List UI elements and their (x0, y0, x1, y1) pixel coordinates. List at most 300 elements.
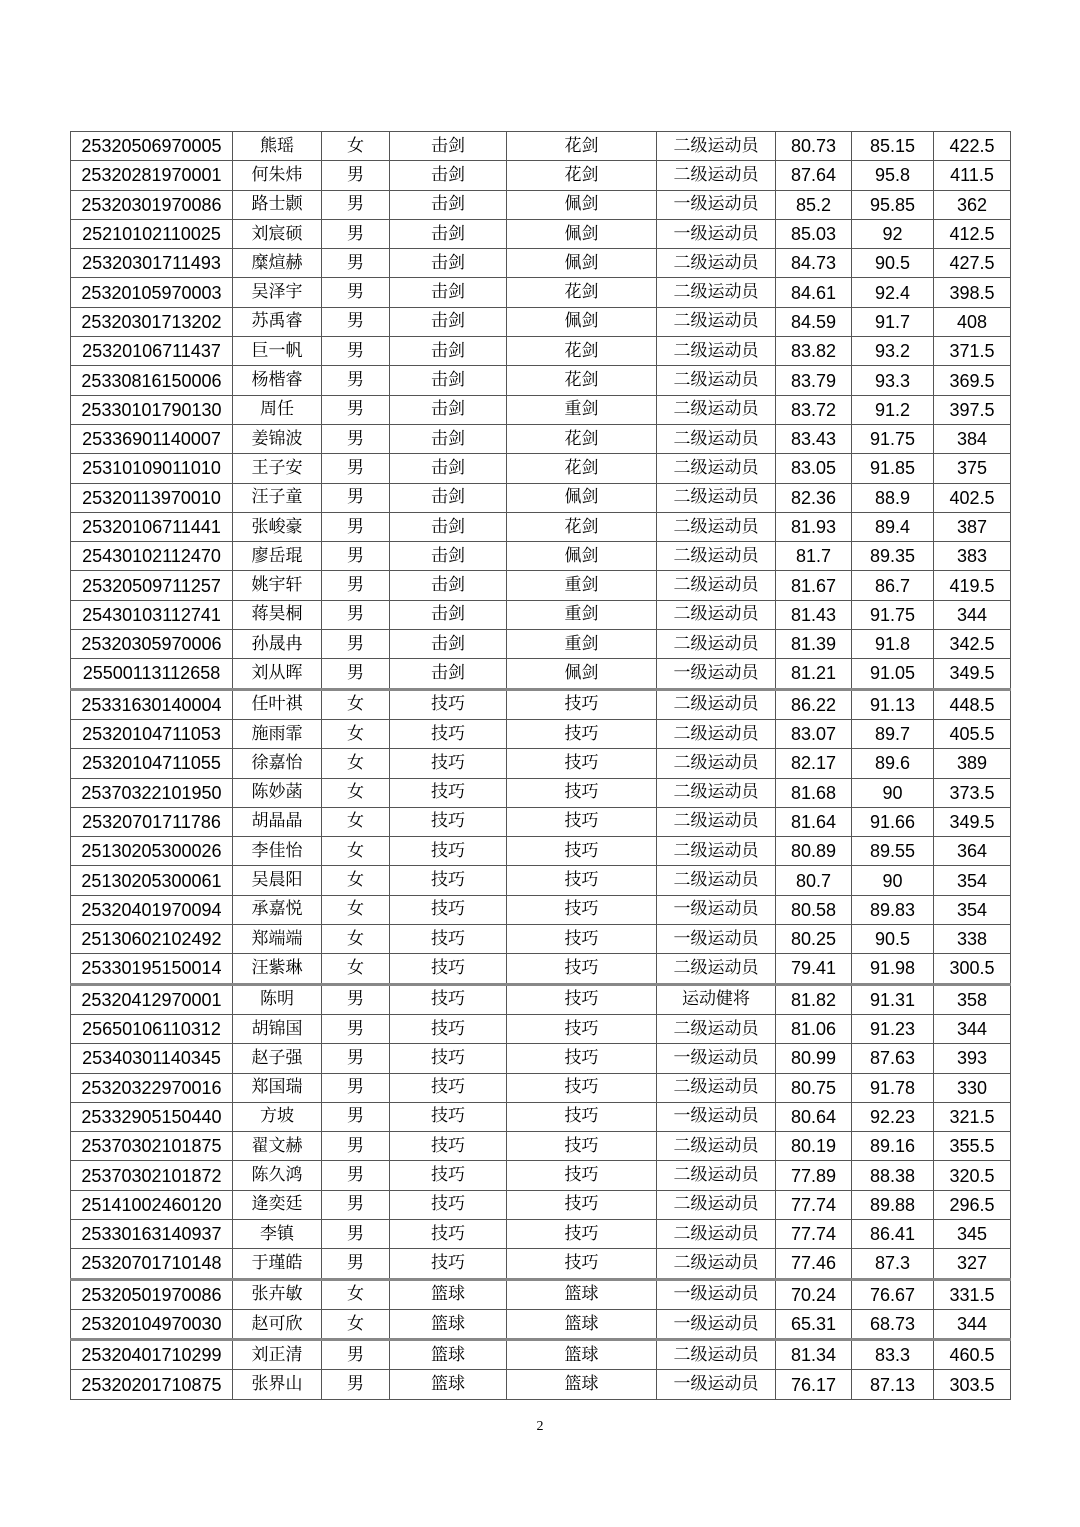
table-row (71, 132, 1011, 161)
event-cell: 花剑 (507, 512, 657, 541)
table-row (71, 161, 1011, 190)
score-2-cell: 91.05 (852, 659, 934, 689)
table-row (71, 954, 1011, 984)
candidate-id-cell: 25330816150006 (71, 366, 233, 395)
name-cell: 巨一帆 (233, 337, 322, 366)
table-row (71, 1340, 1011, 1370)
name-cell: 蒋昊桐 (233, 600, 322, 629)
candidate-id-cell: 25141002460120 (71, 1190, 233, 1219)
score-3-cell: 371.5 (934, 337, 1011, 366)
score-1-cell: 81.93 (776, 512, 852, 541)
candidate-id-cell: 25320401970094 (71, 895, 233, 924)
score-1-cell: 77.46 (776, 1249, 852, 1279)
table-row (71, 807, 1011, 836)
event-cell: 花剑 (507, 132, 657, 161)
candidate-id-cell: 25430103112741 (71, 600, 233, 629)
name-cell: 逄奕廷 (233, 1190, 322, 1219)
sport-cell: 技巧 (390, 778, 507, 807)
sport-cell: 技巧 (390, 1249, 507, 1279)
gender-cell: 女 (322, 689, 390, 719)
score-2-cell: 91.7 (852, 307, 934, 336)
sport-cell: 击剑 (390, 542, 507, 571)
name-cell: 施雨霏 (233, 719, 322, 748)
table-row (71, 307, 1011, 336)
athlete-level-cell: 一级运动员 (657, 925, 776, 954)
event-cell: 花剑 (507, 424, 657, 453)
athlete-level-cell: 一级运动员 (657, 895, 776, 924)
name-cell: 汪紫琳 (233, 954, 322, 984)
athlete-level-cell: 二级运动员 (657, 512, 776, 541)
score-3-cell: 393 (934, 1044, 1011, 1073)
table-row (71, 249, 1011, 278)
score-2-cell: 91.85 (852, 454, 934, 483)
gender-cell: 男 (322, 984, 390, 1014)
athlete-level-cell: 二级运动员 (657, 1340, 776, 1370)
score-1-cell: 83.82 (776, 337, 852, 366)
candidate-id-cell: 25330101790130 (71, 395, 233, 424)
event-cell: 重剑 (507, 571, 657, 600)
score-3-cell: 408 (934, 307, 1011, 336)
name-cell: 陈久鸿 (233, 1161, 322, 1190)
score-2-cell: 91.78 (852, 1073, 934, 1102)
athlete-level-cell: 二级运动员 (657, 337, 776, 366)
score-1-cell: 82.17 (776, 749, 852, 778)
score-3-cell: 358 (934, 984, 1011, 1014)
candidate-id-cell: 25320281970001 (71, 161, 233, 190)
gender-cell: 男 (322, 424, 390, 453)
score-3-cell: 448.5 (934, 689, 1011, 719)
sport-cell: 击剑 (390, 132, 507, 161)
score-1-cell: 87.64 (776, 161, 852, 190)
candidate-id-cell: 25130602102492 (71, 925, 233, 954)
gender-cell: 女 (322, 837, 390, 866)
score-1-cell: 85.03 (776, 219, 852, 248)
candidate-id-cell: 25320301970086 (71, 190, 233, 219)
name-cell: 姜锦波 (233, 424, 322, 453)
score-3-cell: 383 (934, 542, 1011, 571)
score-3-cell: 303.5 (934, 1370, 1011, 1399)
sport-cell: 击剑 (390, 424, 507, 453)
athlete-level-cell: 二级运动员 (657, 1219, 776, 1248)
score-1-cell: 83.79 (776, 366, 852, 395)
score-2-cell: 90 (852, 778, 934, 807)
candidate-id-cell: 25320322970016 (71, 1073, 233, 1102)
score-1-cell: 84.73 (776, 249, 852, 278)
athlete-level-cell: 二级运动员 (657, 1132, 776, 1161)
score-1-cell: 80.73 (776, 132, 852, 161)
event-cell: 技巧 (507, 1014, 657, 1043)
name-cell: 郑国瑞 (233, 1073, 322, 1102)
score-2-cell: 91.13 (852, 689, 934, 719)
candidate-id-cell: 25332905150440 (71, 1102, 233, 1131)
candidate-id-cell: 25130205300026 (71, 837, 233, 866)
score-3-cell: 384 (934, 424, 1011, 453)
event-cell: 技巧 (507, 1190, 657, 1219)
name-cell: 张峻豪 (233, 512, 322, 541)
table-row (71, 895, 1011, 924)
name-cell: 刘从晖 (233, 659, 322, 689)
sport-cell: 技巧 (390, 837, 507, 866)
candidate-id-cell: 25331630140004 (71, 689, 233, 719)
score-3-cell: 397.5 (934, 395, 1011, 424)
table-row (71, 749, 1011, 778)
gender-cell: 男 (322, 454, 390, 483)
candidate-id-cell: 25320701711786 (71, 807, 233, 836)
sport-cell: 击剑 (390, 190, 507, 219)
event-cell: 技巧 (507, 778, 657, 807)
event-cell: 重剑 (507, 600, 657, 629)
sport-cell: 技巧 (390, 1073, 507, 1102)
gender-cell: 男 (322, 1014, 390, 1043)
athlete-level-cell: 二级运动员 (657, 161, 776, 190)
event-cell: 篮球 (507, 1370, 657, 1399)
event-cell: 佩剑 (507, 307, 657, 336)
score-1-cell: 81.68 (776, 778, 852, 807)
candidate-id-cell: 25310109011010 (71, 454, 233, 483)
sport-cell: 篮球 (390, 1279, 507, 1309)
candidate-id-cell: 25320113970010 (71, 483, 233, 512)
sport-cell: 击剑 (390, 571, 507, 600)
table-row (71, 1190, 1011, 1219)
score-1-cell: 81.67 (776, 571, 852, 600)
table-row (71, 984, 1011, 1014)
sport-cell: 技巧 (390, 954, 507, 984)
athlete-level-cell: 二级运动员 (657, 1249, 776, 1279)
sport-cell: 技巧 (390, 1161, 507, 1190)
name-cell: 陈妙菡 (233, 778, 322, 807)
athlete-level-cell: 二级运动员 (657, 278, 776, 307)
score-3-cell: 460.5 (934, 1340, 1011, 1370)
table-row (71, 866, 1011, 895)
score-2-cell: 95.8 (852, 161, 934, 190)
gender-cell: 女 (322, 895, 390, 924)
sport-cell: 击剑 (390, 659, 507, 689)
athlete-level-cell: 二级运动员 (657, 689, 776, 719)
table-row (71, 1014, 1011, 1043)
athlete-level-cell: 一级运动员 (657, 659, 776, 689)
athlete-level-cell: 二级运动员 (657, 807, 776, 836)
score-3-cell: 344 (934, 600, 1011, 629)
sport-cell: 技巧 (390, 719, 507, 748)
score-2-cell: 90 (852, 866, 934, 895)
name-cell: 熊瑶 (233, 132, 322, 161)
name-cell: 胡晶晶 (233, 807, 322, 836)
athlete-level-cell: 二级运动员 (657, 454, 776, 483)
score-2-cell: 87.13 (852, 1370, 934, 1399)
event-cell: 佩剑 (507, 659, 657, 689)
sport-cell: 篮球 (390, 1340, 507, 1370)
gender-cell: 男 (322, 483, 390, 512)
gender-cell: 男 (322, 219, 390, 248)
event-cell: 技巧 (507, 1044, 657, 1073)
event-cell: 佩剑 (507, 249, 657, 278)
sport-cell: 击剑 (390, 219, 507, 248)
page-number: 2 (536, 1419, 544, 1434)
table-row (71, 483, 1011, 512)
score-1-cell: 80.58 (776, 895, 852, 924)
score-1-cell: 80.64 (776, 1102, 852, 1131)
name-cell: 赵子强 (233, 1044, 322, 1073)
sport-cell: 技巧 (390, 925, 507, 954)
score-2-cell: 89.16 (852, 1132, 934, 1161)
score-2-cell: 91.66 (852, 807, 934, 836)
table-row (71, 1219, 1011, 1248)
candidate-id-cell: 25650106110312 (71, 1014, 233, 1043)
athlete-level-cell: 二级运动员 (657, 749, 776, 778)
athlete-level-cell: 二级运动员 (657, 249, 776, 278)
event-cell: 技巧 (507, 895, 657, 924)
athlete-level-cell: 二级运动员 (657, 395, 776, 424)
athlete-level-cell: 二级运动员 (657, 630, 776, 659)
event-cell: 技巧 (507, 689, 657, 719)
gender-cell: 男 (322, 249, 390, 278)
gender-cell: 男 (322, 1190, 390, 1219)
sport-cell: 击剑 (390, 366, 507, 395)
name-cell: 张卉敏 (233, 1279, 322, 1309)
gender-cell: 男 (322, 1132, 390, 1161)
athlete-level-cell: 二级运动员 (657, 1073, 776, 1102)
event-cell: 花剑 (507, 161, 657, 190)
table-row (71, 454, 1011, 483)
athlete-level-cell: 一级运动员 (657, 1279, 776, 1309)
athlete-level-cell: 一级运动员 (657, 190, 776, 219)
gender-cell: 男 (322, 1102, 390, 1131)
table-row (71, 1132, 1011, 1161)
score-3-cell: 402.5 (934, 483, 1011, 512)
candidate-id-cell: 25320701710148 (71, 1249, 233, 1279)
name-cell: 何朱炜 (233, 161, 322, 190)
event-cell: 技巧 (507, 984, 657, 1014)
table-row (71, 689, 1011, 719)
event-cell: 技巧 (507, 749, 657, 778)
table-row (71, 395, 1011, 424)
athlete-level-cell: 二级运动员 (657, 1014, 776, 1043)
gender-cell: 女 (322, 807, 390, 836)
name-cell: 王子安 (233, 454, 322, 483)
candidate-id-cell: 25210102110025 (71, 219, 233, 248)
gender-cell: 男 (322, 307, 390, 336)
event-cell: 佩剑 (507, 190, 657, 219)
athlete-level-cell: 二级运动员 (657, 600, 776, 629)
candidate-id-cell: 25320305970006 (71, 630, 233, 659)
candidate-id-cell: 25336901140007 (71, 424, 233, 453)
score-2-cell: 92.4 (852, 278, 934, 307)
athlete-level-cell: 一级运动员 (657, 219, 776, 248)
event-cell: 技巧 (507, 866, 657, 895)
table-row (71, 925, 1011, 954)
gender-cell: 男 (322, 190, 390, 219)
candidate-id-cell: 25320501970086 (71, 1279, 233, 1309)
event-cell: 重剑 (507, 395, 657, 424)
name-cell: 糜煊赫 (233, 249, 322, 278)
sport-cell: 击剑 (390, 161, 507, 190)
score-3-cell: 320.5 (934, 1161, 1011, 1190)
score-1-cell: 86.22 (776, 689, 852, 719)
score-2-cell: 92 (852, 219, 934, 248)
score-3-cell: 362 (934, 190, 1011, 219)
event-cell: 佩剑 (507, 483, 657, 512)
name-cell: 徐嘉怡 (233, 749, 322, 778)
name-cell: 承嘉悦 (233, 895, 322, 924)
score-1-cell: 81.7 (776, 542, 852, 571)
event-cell: 花剑 (507, 337, 657, 366)
score-3-cell: 330 (934, 1073, 1011, 1102)
gender-cell: 男 (322, 1249, 390, 1279)
gender-cell: 女 (322, 1279, 390, 1309)
event-cell: 重剑 (507, 630, 657, 659)
gender-cell: 男 (322, 630, 390, 659)
event-cell: 技巧 (507, 807, 657, 836)
gender-cell: 男 (322, 395, 390, 424)
table-row (71, 1044, 1011, 1073)
event-cell: 篮球 (507, 1340, 657, 1370)
table-row (71, 1102, 1011, 1131)
candidate-id-cell: 25130205300061 (71, 866, 233, 895)
candidate-id-cell: 25320509711257 (71, 571, 233, 600)
gender-cell: 男 (322, 161, 390, 190)
name-cell: 杨楷睿 (233, 366, 322, 395)
score-1-cell: 82.36 (776, 483, 852, 512)
score-3-cell: 321.5 (934, 1102, 1011, 1131)
score-2-cell: 88.9 (852, 483, 934, 512)
table-row (71, 1309, 1011, 1339)
score-2-cell: 89.4 (852, 512, 934, 541)
athlete-level-cell: 二级运动员 (657, 307, 776, 336)
event-cell: 技巧 (507, 1219, 657, 1248)
table-row (71, 659, 1011, 689)
score-2-cell: 95.85 (852, 190, 934, 219)
candidate-id-cell: 25320105970003 (71, 278, 233, 307)
gender-cell: 女 (322, 954, 390, 984)
candidate-id-cell: 25370302101875 (71, 1132, 233, 1161)
sport-cell: 篮球 (390, 1309, 507, 1339)
score-1-cell: 81.64 (776, 807, 852, 836)
score-2-cell: 87.63 (852, 1044, 934, 1073)
score-2-cell: 91.75 (852, 600, 934, 629)
candidate-id-cell: 25320301713202 (71, 307, 233, 336)
name-cell: 翟文赫 (233, 1132, 322, 1161)
candidate-id-cell: 25340301140345 (71, 1044, 233, 1073)
score-2-cell: 93.2 (852, 337, 934, 366)
score-1-cell: 80.19 (776, 1132, 852, 1161)
gender-cell: 女 (322, 719, 390, 748)
athlete-level-cell: 二级运动员 (657, 954, 776, 984)
sport-cell: 技巧 (390, 984, 507, 1014)
candidate-id-cell: 25370302101872 (71, 1161, 233, 1190)
score-1-cell: 81.39 (776, 630, 852, 659)
score-3-cell: 373.5 (934, 778, 1011, 807)
score-1-cell: 81.82 (776, 984, 852, 1014)
event-cell: 技巧 (507, 719, 657, 748)
name-cell: 路士颢 (233, 190, 322, 219)
table-row (71, 1279, 1011, 1309)
gender-cell: 女 (322, 749, 390, 778)
score-3-cell: 296.5 (934, 1190, 1011, 1219)
sport-cell: 击剑 (390, 483, 507, 512)
athlete-level-cell: 二级运动员 (657, 719, 776, 748)
sport-cell: 技巧 (390, 807, 507, 836)
score-1-cell: 77.74 (776, 1219, 852, 1248)
name-cell: 李佳怡 (233, 837, 322, 866)
score-1-cell: 80.25 (776, 925, 852, 954)
event-cell: 技巧 (507, 1102, 657, 1131)
athlete-level-cell: 一级运动员 (657, 1102, 776, 1131)
name-cell: 郑端端 (233, 925, 322, 954)
table-row (71, 1370, 1011, 1399)
candidate-id-cell: 25320104711053 (71, 719, 233, 748)
athlete-level-cell: 二级运动员 (657, 542, 776, 571)
sport-cell: 击剑 (390, 395, 507, 424)
athlete-level-cell: 一级运动员 (657, 1370, 776, 1399)
score-2-cell: 88.38 (852, 1161, 934, 1190)
sport-cell: 技巧 (390, 1190, 507, 1219)
sport-cell: 篮球 (390, 1370, 507, 1399)
candidate-id-cell: 25320104970030 (71, 1309, 233, 1339)
name-cell: 周任 (233, 395, 322, 424)
name-cell: 吴泽宇 (233, 278, 322, 307)
event-cell: 技巧 (507, 1073, 657, 1102)
sport-cell: 击剑 (390, 600, 507, 629)
name-cell: 汪子童 (233, 483, 322, 512)
score-2-cell: 89.55 (852, 837, 934, 866)
score-3-cell: 349.5 (934, 807, 1011, 836)
score-2-cell: 89.83 (852, 895, 934, 924)
gender-cell: 男 (322, 659, 390, 689)
name-cell: 姚宇轩 (233, 571, 322, 600)
event-cell: 技巧 (507, 837, 657, 866)
athlete-level-cell: 二级运动员 (657, 778, 776, 807)
score-3-cell: 369.5 (934, 366, 1011, 395)
score-3-cell: 344 (934, 1309, 1011, 1339)
name-cell: 廖岳琨 (233, 542, 322, 571)
score-2-cell: 86.7 (852, 571, 934, 600)
score-2-cell: 92.23 (852, 1102, 934, 1131)
score-2-cell: 91.75 (852, 424, 934, 453)
score-3-cell: 355.5 (934, 1132, 1011, 1161)
name-cell: 方坡 (233, 1102, 322, 1131)
candidate-id-cell: 25330163140937 (71, 1219, 233, 1248)
score-2-cell: 86.41 (852, 1219, 934, 1248)
sport-cell: 技巧 (390, 1014, 507, 1043)
score-3-cell: 354 (934, 866, 1011, 895)
sport-cell: 击剑 (390, 249, 507, 278)
table-row (71, 366, 1011, 395)
gender-cell: 男 (322, 542, 390, 571)
score-3-cell: 427.5 (934, 249, 1011, 278)
score-1-cell: 77.74 (776, 1190, 852, 1219)
sport-cell: 击剑 (390, 630, 507, 659)
event-cell: 技巧 (507, 1249, 657, 1279)
sport-cell: 击剑 (390, 278, 507, 307)
score-1-cell: 79.41 (776, 954, 852, 984)
athlete-level-cell: 一级运动员 (657, 1309, 776, 1339)
score-2-cell: 90.5 (852, 925, 934, 954)
table-row (71, 1249, 1011, 1279)
table-row (71, 424, 1011, 453)
table-row (71, 278, 1011, 307)
score-1-cell: 80.75 (776, 1073, 852, 1102)
score-1-cell: 83.05 (776, 454, 852, 483)
score-1-cell: 84.59 (776, 307, 852, 336)
candidate-id-cell: 25320506970005 (71, 132, 233, 161)
score-2-cell: 89.88 (852, 1190, 934, 1219)
athlete-level-cell: 二级运动员 (657, 1161, 776, 1190)
gender-cell: 男 (322, 600, 390, 629)
gender-cell: 男 (322, 1219, 390, 1248)
athlete-level-cell: 二级运动员 (657, 366, 776, 395)
candidate-id-cell: 25320106711437 (71, 337, 233, 366)
name-cell: 李镇 (233, 1219, 322, 1248)
